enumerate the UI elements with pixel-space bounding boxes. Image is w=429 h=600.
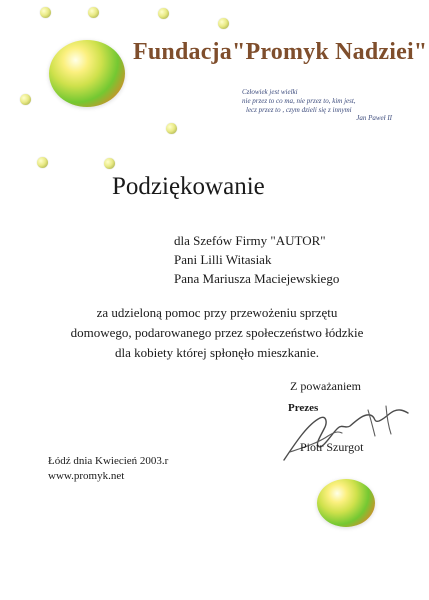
decorative-dot (104, 158, 115, 169)
quote-line: Człowiek jest wielki (242, 88, 298, 96)
decorative-dot (37, 157, 48, 168)
body-line: domowego, podarowanego przez społeczeństwo łódzkie (70, 325, 364, 340)
quote-author: Jan Paweł II (356, 114, 392, 123)
quote-line: nie przez to co ma, nie przez to, kim jest, (242, 96, 356, 105)
signer-name: Piotr Szurgot (300, 440, 364, 454)
handwritten-signature-icon (268, 388, 413, 468)
foundation-name: Fundacja"Promyk Nadziei" (133, 39, 428, 65)
quote-block (242, 88, 412, 123)
thanks-body (56, 303, 378, 363)
decorative-dot (88, 7, 99, 18)
decorative-dot (218, 18, 229, 29)
decorative-ball-icon (317, 479, 375, 527)
decorative-dot (158, 8, 169, 19)
decorative-dot (166, 123, 177, 134)
signer-role: Prezes (288, 402, 319, 414)
quote-line: lecz przez to , czym dzieli się z innymi (246, 105, 352, 114)
document-date: Łódź dnia Kwiecień 2003.r (48, 455, 169, 467)
decorative-dot (20, 94, 31, 105)
logo-ball-icon (49, 40, 125, 107)
recipients-block (174, 231, 339, 288)
decorative-dot (40, 7, 51, 18)
closing-regards: Z poważaniem (290, 379, 361, 393)
foundation-website: www.promyk.net (48, 470, 125, 482)
recipient-line: Pana Mariusza Maciejewskiego (174, 271, 340, 286)
recipient-line: dla Szefów Firmy "AUTOR" (174, 233, 326, 248)
body-line: za udzieloną pomoc przy przewożeniu sprzętu (96, 305, 338, 320)
body-line: dla kobiety której spłonęło mieszkanie. (115, 345, 319, 360)
document-title: Podziękowanie (112, 173, 265, 200)
recipient-line: Pani Lilli Witasiak (174, 252, 272, 267)
